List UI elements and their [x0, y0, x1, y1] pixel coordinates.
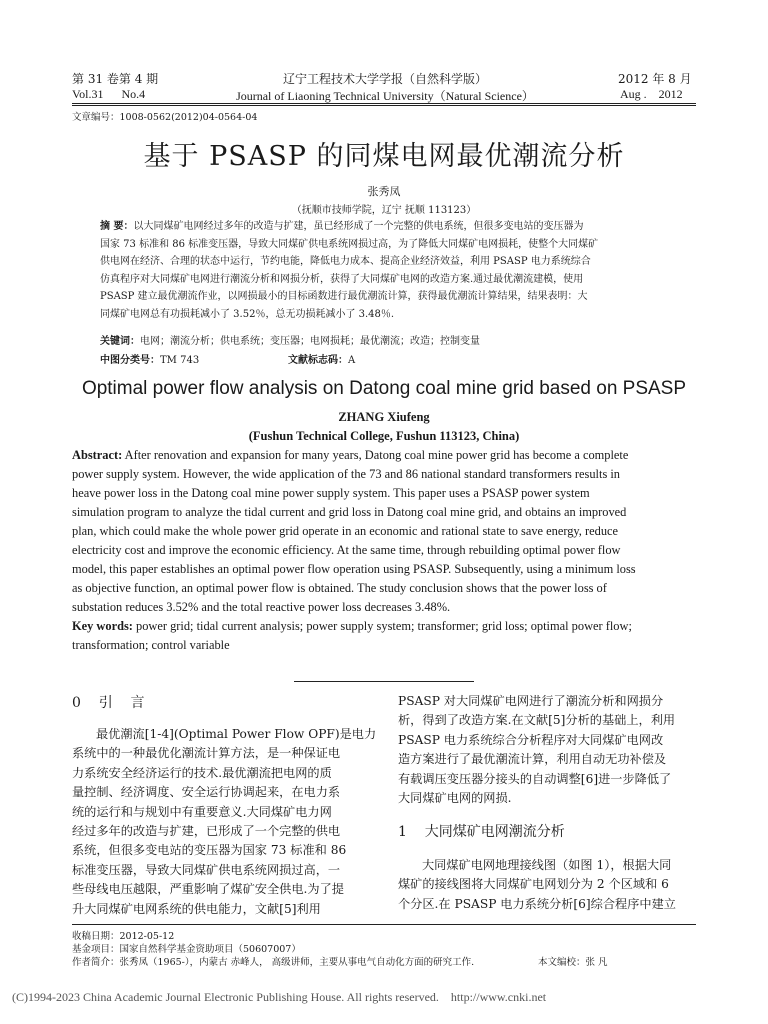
doc-code-value: A	[348, 355, 356, 366]
body-line: 些母线电压越限，严重影响了煤矿安全供电.为了提	[72, 882, 344, 897]
abstract-cn-line: 仿真程序对大同煤矿电网进行潮流分析和网损分析，获得了大同煤矿电网的改造方案.通过最优潮流建模，使用	[100, 273, 584, 285]
right-column-body	[398, 692, 698, 808]
body-line: 大同煤矿电网地理接线图（如图 1），根据大同	[422, 858, 672, 872]
body-line: 个分区.在 PSASP 电力系统分析[6]综合程序中建立	[398, 896, 676, 911]
abstract-en-label: Abstract:	[72, 448, 123, 462]
section-divider	[294, 681, 474, 682]
abstract-cn-line: 国家 73 标准和 86 标准变压器，导致大同煤矿供电系统网损过高，为了降低大同煤矿电网损耗，使整个大同煤矿	[100, 238, 599, 250]
body-line: 造方案进行了最优潮流计算，利用自动无功补偿及	[398, 752, 667, 767]
clc-label: 中图分类号：	[100, 355, 160, 366]
page-title-en: Optimal power flow analysis on Datong coal mine grid based on PSASP	[81, 378, 687, 399]
section-1-body	[398, 856, 698, 914]
abstract-cn-line: 以大同煤矿电网经过多年的改造与扩建，虽已经形成了一个完整的供电系统，但很多变电站的变压器为	[133, 221, 584, 232]
abstract-en-line: electricity cost and improve the economic efficiency. At the same time, through rebuilding optimal power flow	[72, 543, 621, 557]
journal-volume-cn: 第 31 卷第 4 期	[72, 72, 159, 86]
abstract-en-line: heave power loss in the Datong coal mine power supply system. This paper uses a PSASP power system	[72, 486, 590, 500]
abstract-en-line: as objective function, an optimal power flow is obtained. The study conclusion shows that the power loss of	[72, 581, 607, 595]
body-line: 升大同煤矿电网系统的供电能力，文献[5]利用	[72, 901, 321, 916]
body-line: 析，得到了改造方案.在文献[5]分析的基础上，利用	[398, 713, 676, 728]
journal-name-cn: 辽宁工程技术大学学报（自然科学版）	[282, 72, 487, 86]
journal-volume-en: Vol.31 No.4	[72, 87, 146, 101]
body-line: 量控制、经济调度、安全运行协调起来，在电力系	[72, 785, 341, 800]
copyright-footer: (C)1994-2023 China Academic Journal Electronic Publishing House. All rights reserved. http://www.cnki.net	[12, 990, 547, 1004]
keywords-cn-text: 电网；潮流分析；供电系统；变压器；电网损耗；最优潮流；改造；控制变量	[140, 336, 480, 347]
body-line: 系统中的一种最优化潮流计算方法，是一种保证电	[72, 746, 341, 761]
body-line: 标准变压器，导致大同煤矿供电系统网损过高，一	[72, 862, 341, 877]
body-line: 力系统安全经济运行的技术.最优潮流把电网的质	[72, 765, 332, 780]
journal-date-cn: 2012 年 8 月	[618, 72, 692, 86]
section-0-body	[72, 725, 377, 919]
received-date: 收稿日期：2012-05-12	[72, 931, 175, 942]
body-line: 大同煤矿电网的网损.	[398, 791, 512, 806]
keywords-en-line: power grid; tidal current analysis; power supply system; transformer; grid loss; optimal power flow;	[132, 619, 632, 633]
header-rule-2	[72, 105, 696, 106]
author-en: ZHANG Xiufeng	[338, 410, 430, 424]
fund-info: 基金项目：国家自然科学基金资助项目（50607007）	[72, 944, 301, 955]
abstract-cn-line: PSASP 建立最优潮流作业，以网损最小的目标函数进行最优潮流计算，获得最优潮流计算结果，结果表明：大	[100, 291, 588, 302]
keywords-cn-label: 关键词：	[100, 336, 140, 347]
abstract-cn-label: 摘 要：	[100, 221, 134, 232]
keywords-en-line: transformation; control variable	[72, 638, 230, 652]
abstract-en-line: substation reduces 3.52% and the total reactive power loss decreases 3.48%.	[72, 600, 451, 614]
section-1-heading: 1 大同煤矿电网潮流分析	[398, 824, 565, 840]
document-code	[288, 352, 355, 370]
body-line: PSASP 电力系统综合分析程序对大同煤矿电网改	[398, 732, 664, 747]
abstract-cn-line: 同煤矿电网总有功损耗减小了 3.52％，总无功损耗减小了 3.48％.	[100, 308, 395, 320]
page-title-cn: 基于 PSASP 的同煤电网最优潮流分析	[143, 141, 625, 172]
body-line: 煤矿的接线图将大同煤矿电网划分为 2 个区域和 6	[398, 877, 669, 892]
abstract-en-line: power supply system. However, the wide application of the 73 and 86 national standard transformers results in	[72, 467, 621, 481]
journal-name-en: Journal of Liaoning Technical University（Natural Science）	[236, 89, 534, 103]
abstract-en-line: simulation program to analyze the tidal current and grid loss in Datong coal mine grid, and obtains an improved	[72, 505, 627, 519]
clc-number	[100, 352, 199, 370]
body-line: PSASP 对大同煤矿电网进行了潮流分析和网损分	[398, 694, 664, 708]
article-number: 文章编号：1008-0562(2012)04-0564-04	[72, 112, 258, 123]
keywords-en-label: Key words:	[72, 619, 133, 633]
affiliation-en: (Fushun Technical College, Fushun 113123, China)	[248, 429, 520, 443]
clc-value: TM 743	[160, 355, 200, 366]
header-rule	[72, 103, 696, 104]
author-cn: 张秀凤	[367, 185, 401, 198]
abstract-en-line: plan, which could make the whole power grid operate in an economic and rational state to save energy, reduce	[72, 524, 619, 538]
doc-code-label: 文献标志码：	[288, 355, 348, 366]
abstract-en	[72, 446, 696, 655]
body-line: 系统，但很多变电站的变压器为国家 73 标准和 86	[72, 843, 347, 858]
body-line: 最优潮流[1-4](Optimal Power Flow OPF)是电力	[96, 727, 377, 741]
abstract-cn-line: 供电网在经济、合理的状态中运行，节约电能，降低电力成本、提高企业经济效益，利用 PSASP 电力系统综合	[100, 256, 591, 267]
abstract-en-line: model, this paper establishes an optimal power flow operation using PSASP. Subsequently, using a minimum loss	[72, 562, 636, 576]
editor-info: 本文编校：张 凡	[538, 957, 608, 968]
keywords-cn	[100, 333, 480, 351]
author-info: 作者简介：张秀凤（1965-），内蒙古 赤峰人， 高级讲师，主要从事电气自动化方面的研究工作.	[72, 957, 475, 968]
journal-date-en: Aug . 2012	[620, 87, 683, 101]
affiliation-cn: （抚顺市技师学院，辽宁 抚顺 113123）	[291, 205, 477, 216]
body-line: 经过多年的改造与扩建，已形成了一个完整的供电	[72, 824, 341, 839]
section-0-heading: 0 引 言	[72, 695, 145, 711]
abstract-en-line: After renovation and expansion for many years, Datong coal mine power grid has become a complete	[122, 448, 629, 462]
body-line: 统的运行和与规划中有重要意义.大同煤矿电力网	[72, 804, 332, 819]
footnote-rule	[72, 924, 696, 925]
abstract-cn	[100, 218, 696, 323]
body-line: 有载调压变压器分接头的自动调整[6]进一步降低了	[398, 771, 672, 786]
